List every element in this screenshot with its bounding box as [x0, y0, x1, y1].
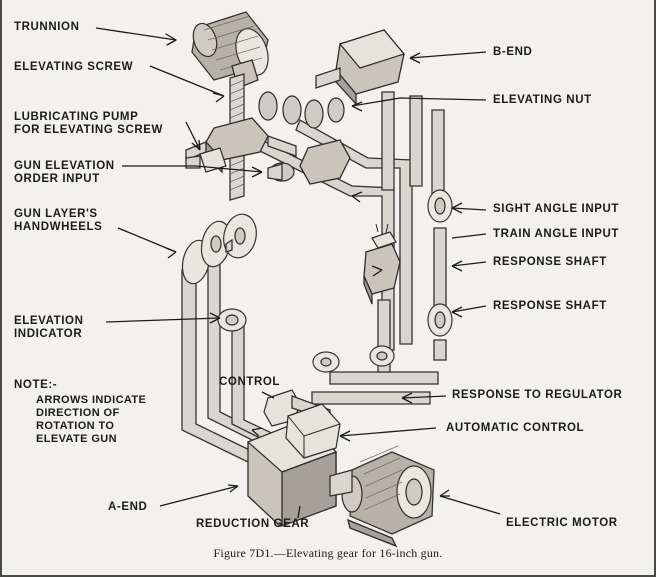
a-end-reduction-gear	[248, 404, 340, 526]
label-note-heading: NOTE:-	[14, 379, 58, 391]
label-elevating-nut: ELEVATING NUT	[493, 94, 592, 106]
label-gun-layers-handwheels: GUN LAYER'S HANDWHEELS	[14, 208, 103, 233]
label-automatic-control: AUTOMATIC CONTROL	[446, 422, 585, 434]
label-b-end: B-END	[493, 46, 533, 58]
label-response-to-regulator: RESPONSE TO REGULATOR	[452, 389, 623, 401]
label-elevating-screw: ELEVATING SCREW	[14, 61, 134, 73]
label-gun-elevation-order-input: GUN ELEVATION ORDER INPUT	[14, 160, 115, 185]
label-note-body: ARROWS INDICATE DIRECTION OF ROTATION TO ELEVATE GUN	[36, 394, 147, 445]
label-response-shaft-lower: RESPONSE SHAFT	[493, 300, 607, 312]
label-elevation-indicator: ELEVATION INDICATOR	[14, 315, 84, 340]
label-electric-motor: ELECTRIC MOTOR	[506, 517, 618, 529]
label-a-end: A-END	[108, 501, 148, 513]
label-response-shaft-upper: RESPONSE SHAFT	[493, 256, 607, 268]
electric-motor	[330, 446, 434, 546]
trunnion-assembly	[189, 12, 273, 88]
label-control: CONTROL	[219, 376, 281, 388]
label-sight-angle-input: SIGHT ANGLE INPUT	[493, 203, 620, 215]
label-trunnion: TRUNNION	[14, 21, 80, 33]
figure-caption: Figure 7D1.—Elevating gear for 16-inch gun.	[213, 546, 443, 560]
label-train-angle-input: TRAIN ANGLE INPUT	[493, 228, 620, 240]
label-reduction-gear: REDUCTION GEAR	[196, 518, 310, 530]
label-lubricating-pump: LUBRICATING PUMP FOR ELEVATING SCREW	[14, 111, 163, 136]
